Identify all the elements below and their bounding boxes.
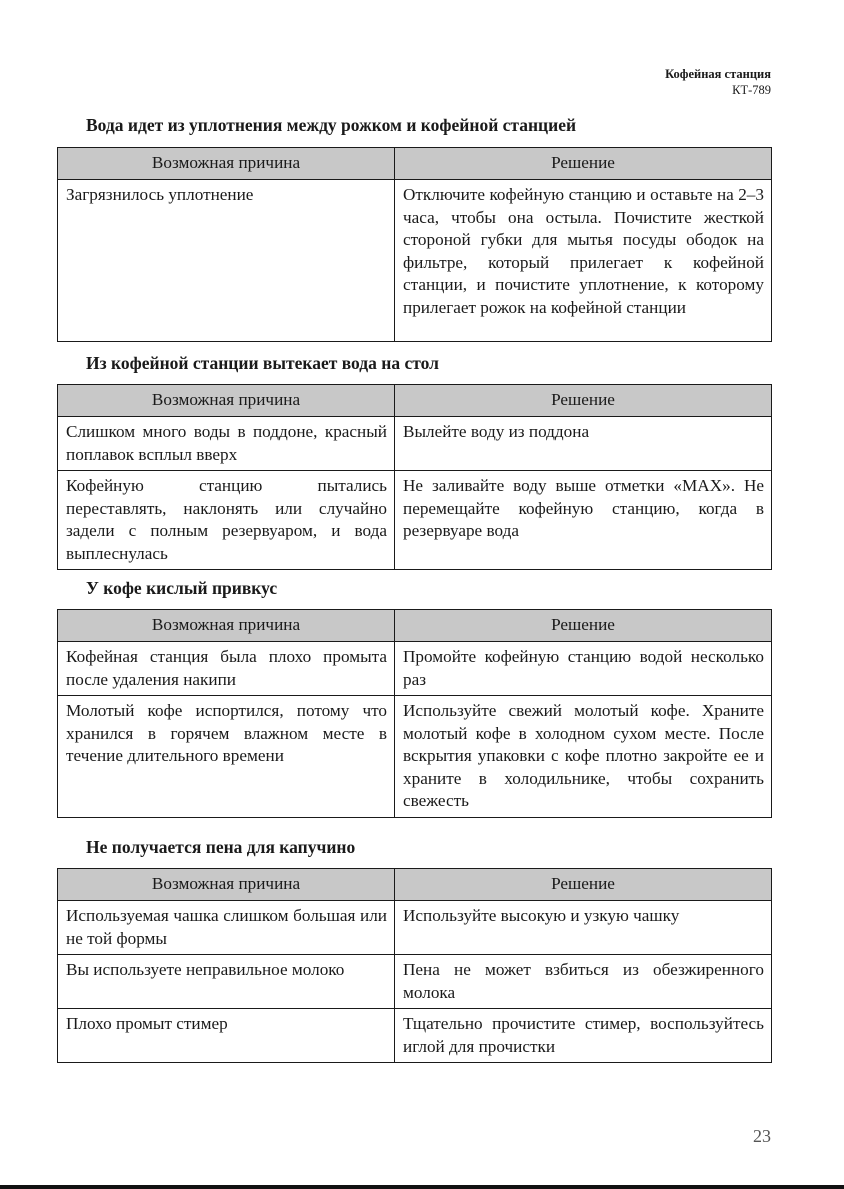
solution-cell: Не заливайте воду выше отметки «MAX». Не перемещайте кофейную станцию, когда в резервуаре вода — [395, 471, 772, 570]
table-row — [58, 696, 772, 818]
section-title: Вода идет из уплотнения между рожком и кофейной станцией — [86, 115, 577, 135]
bottom-rule — [0, 1185, 844, 1189]
page-header — [665, 66, 771, 98]
cause-cell: Слишком много воды в поддоне, красный поплавок всплыл вверх — [58, 417, 395, 471]
column-header-solution: Решение — [395, 610, 772, 642]
table-header-row — [58, 385, 772, 417]
table-row — [58, 180, 772, 342]
cause-cell: Кофейную станцию пытались переставлять, наклонять или случайно задели с полным резервуаром, и вода выплеснулась — [58, 471, 395, 570]
cause-cell: Кофейная станция была плохо промыта после удаления накипи — [58, 642, 395, 696]
cause-cell: Загрязнилось уплотнение — [58, 180, 395, 342]
column-header-cause: Возможная причина — [58, 385, 395, 417]
troubleshooting-table — [57, 868, 772, 1063]
header-model: КТ-789 — [732, 83, 771, 97]
column-header-cause: Возможная причина — [58, 610, 395, 642]
page-number: 23 — [753, 1126, 771, 1146]
column-header-solution: Решение — [395, 385, 772, 417]
table-row — [58, 1009, 772, 1063]
section-title: У кофе кислый привкус — [86, 578, 278, 598]
table-header-row — [58, 869, 772, 901]
cause-cell: Молотый кофе испортился, потому что хранился в горячем влажном месте в течение длительного времени — [58, 696, 395, 818]
table-header-row — [58, 610, 772, 642]
solution-cell: Промойте кофейную станцию водой несколько раз — [395, 642, 772, 696]
header-product-title: Кофейная станция — [665, 67, 771, 81]
troubleshooting-table — [57, 384, 772, 570]
column-header-solution: Решение — [395, 148, 772, 180]
cause-cell: Плохо промыт стимер — [58, 1009, 395, 1063]
solution-cell: Используйте свежий молотый кофе. Храните молотый кофе в холодном сухом месте. После вскрытия упаковки с кофе плотно закройте ее и храните в холодильнике, чтобы сохранить свежесть — [395, 696, 772, 818]
table-row — [58, 901, 772, 955]
solution-cell: Отключите кофейную станцию и оставьте на 2–3 часа, чтобы она остыла. Почистите жесткой стороной губки для мытья посуды ободок на фильтре, который прилегает к кофейной станции, и почистите уплотнение, к которому прилегает рожок на кофейной станции — [395, 180, 772, 342]
solution-cell: Тщательно прочистите стимер, воспользуйтесь иглой для прочистки — [395, 1009, 772, 1063]
column-header-cause: Возможная причина — [58, 148, 395, 180]
table-header-row — [58, 148, 772, 180]
troubleshooting-table — [57, 147, 772, 342]
section-title: Не получается пена для капучино — [86, 837, 356, 857]
table-row — [58, 955, 772, 1009]
cause-cell: Вы используете неправильное молоко — [58, 955, 395, 1009]
solution-cell: Вылейте воду из поддона — [395, 417, 772, 471]
column-header-cause: Возможная причина — [58, 869, 395, 901]
solution-cell: Используйте высокую и узкую чашку — [395, 901, 772, 955]
table-row — [58, 642, 772, 696]
solution-cell: Пена не может взбиться из обезжиренного молока — [395, 955, 772, 1009]
table-row — [58, 471, 772, 570]
column-header-solution: Решение — [395, 869, 772, 901]
table-row — [58, 417, 772, 471]
troubleshooting-table — [57, 609, 772, 818]
cause-cell: Используемая чашка слишком большая или не той формы — [58, 901, 395, 955]
section-title: Из кофейной станции вытекает вода на стол — [86, 353, 439, 373]
